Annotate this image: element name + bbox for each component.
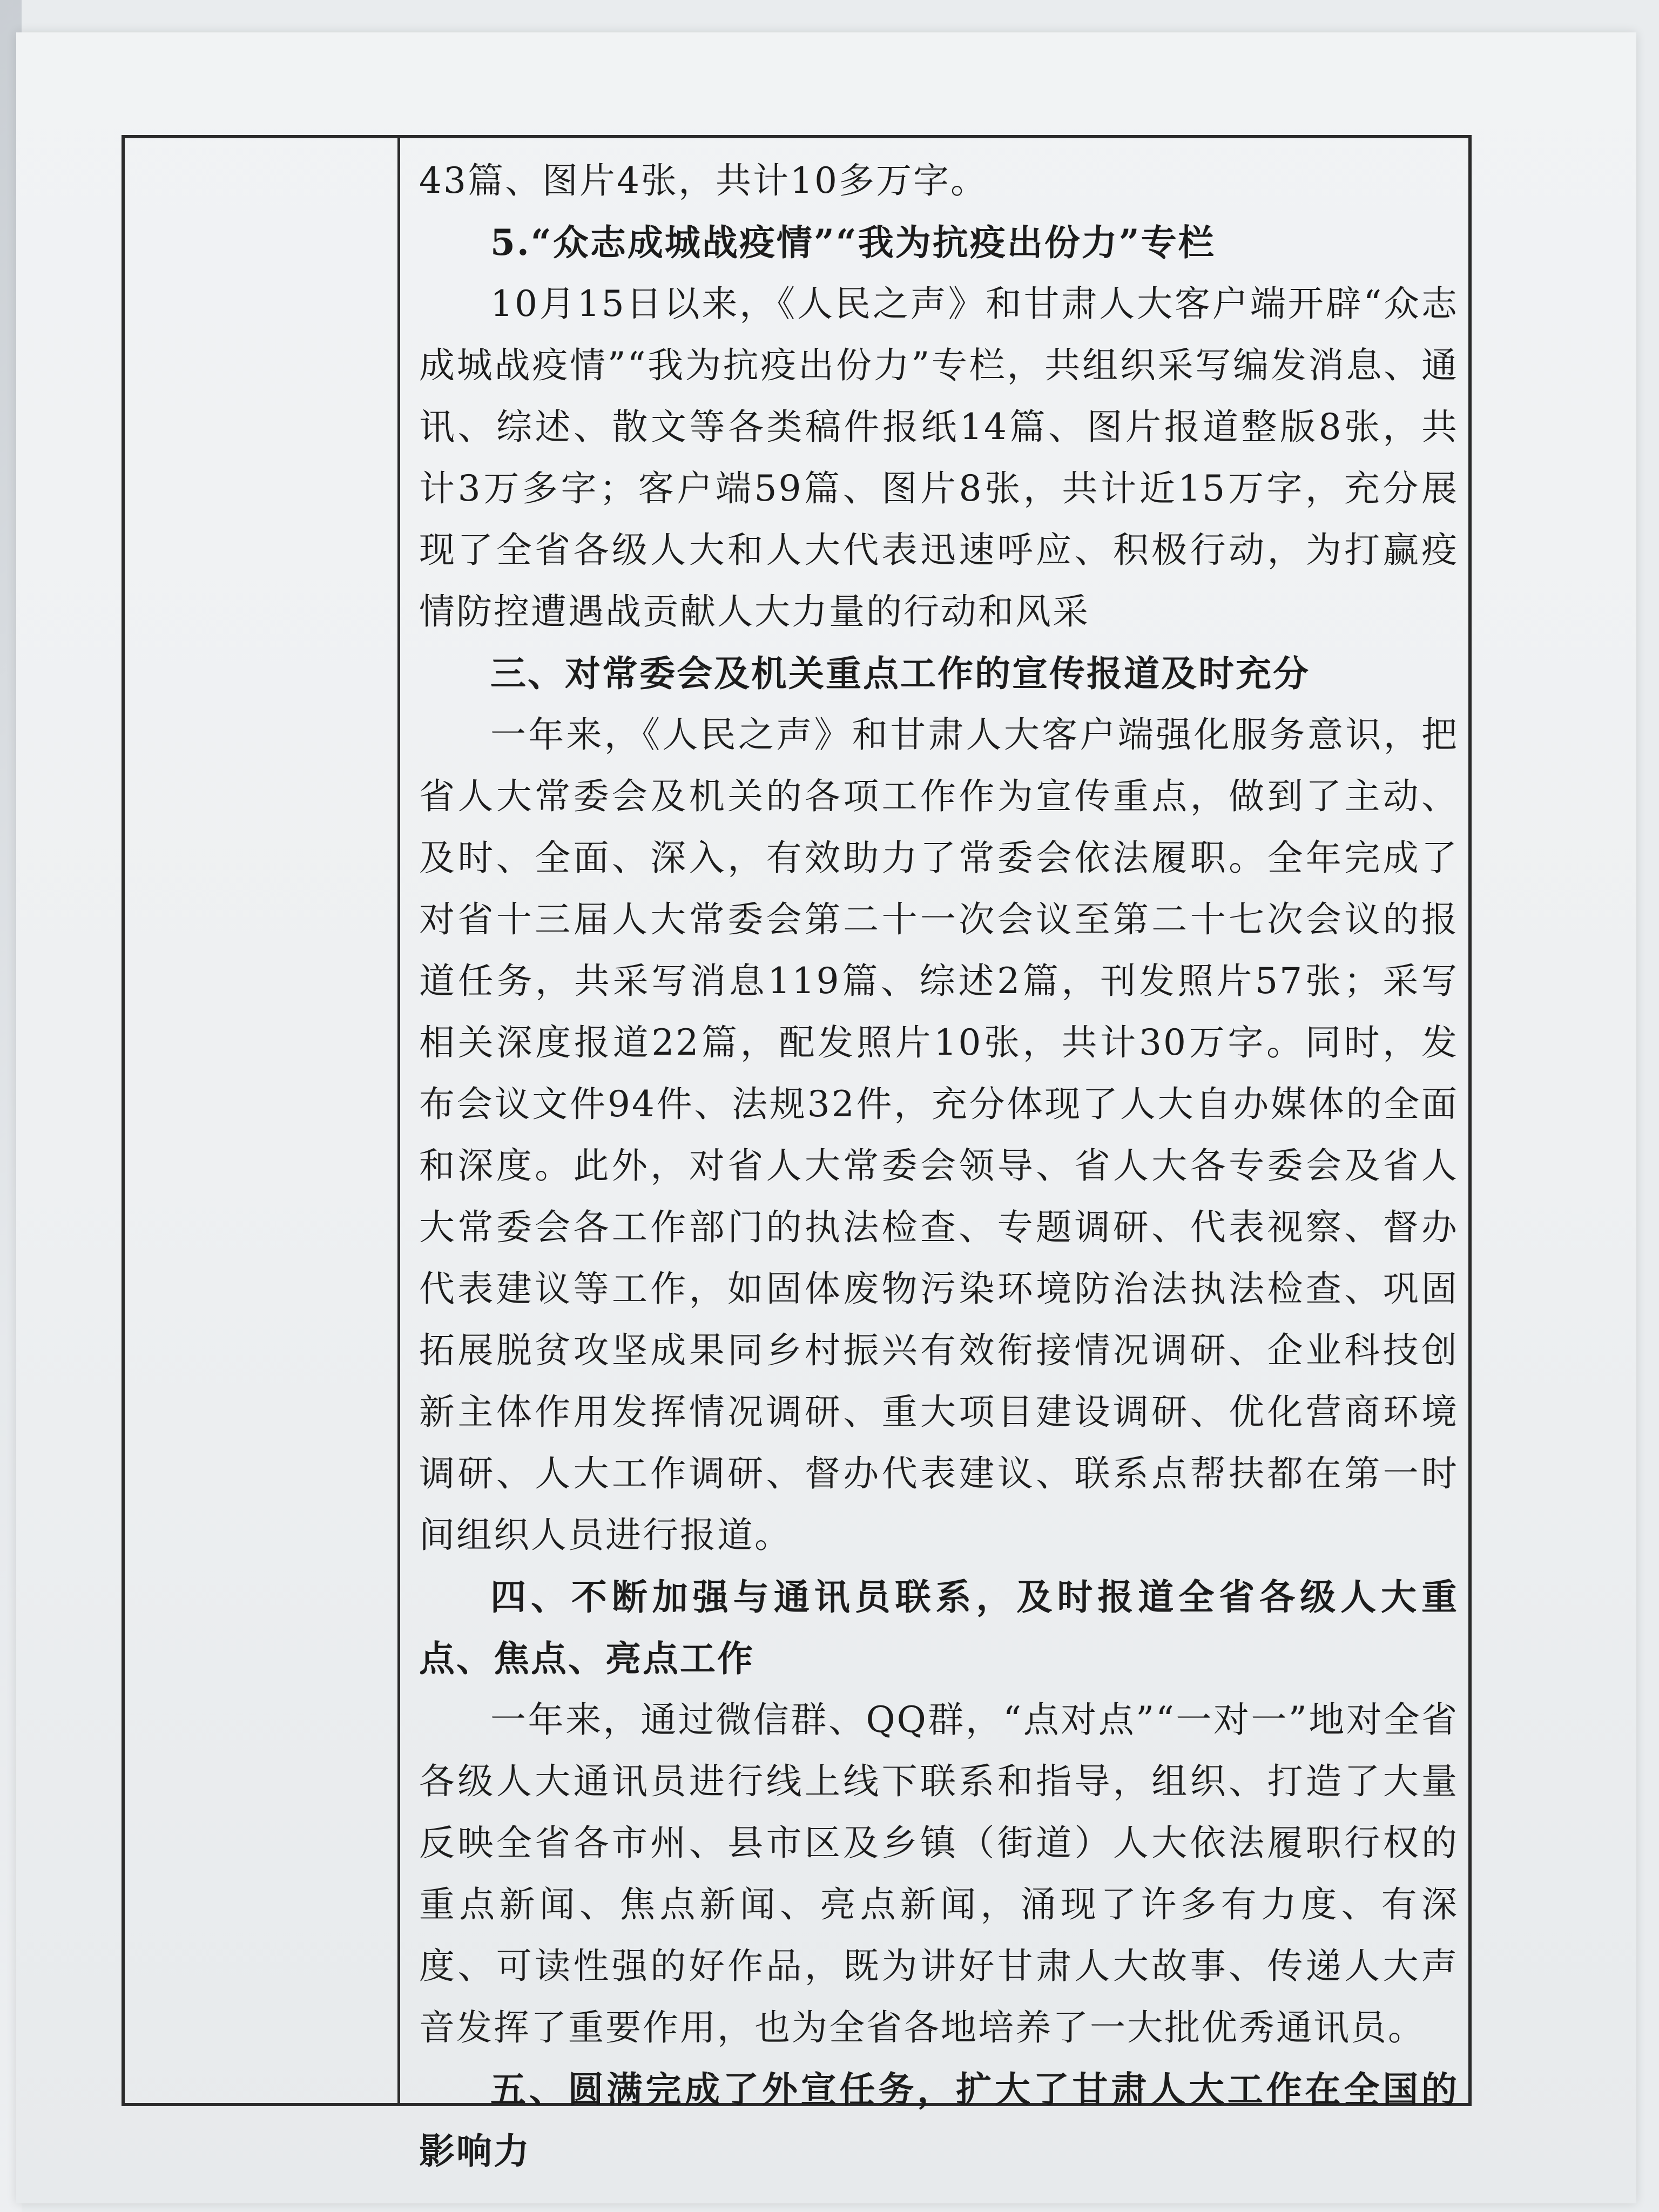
report-table <box>122 135 1472 2172</box>
heading-section-4: 四、不断加强与通讯员联系，及时报道全省各级人大重点、焦点、亮点工作 <box>419 1576 1459 1680</box>
heading-section-5: 五、圆满完成了外宣任务，扩大了甘肃人大工作在全国的影响力 <box>419 2068 1459 2172</box>
table-label-column <box>125 138 400 2103</box>
document-page <box>16 32 1636 2203</box>
paragraph-section-4: 一年来，通过微信群、QQ群，“点对点”“一对一”地对全省各级人大通讯员进行线上线下联系和指导，组织、打造了大量反映全省各市州、县市区及乡镇（街道）人大依法履职行权的重点新闻、焦点新闻、亮点新闻，涌现了许多有力度、有深度、可读性强的好作品，既为讲好甘肃人大故事、传递人大声音发挥了重要作用，也为全省各地培养了一大批优秀通讯员。 <box>419 1699 1459 2048</box>
heading-column-5: 5.“众志成城战疫情”“我为抗疫出份力”专栏 <box>490 221 1216 264</box>
heading-section-3: 三、对常委会及机关重点工作的宣传报道及时充分 <box>490 652 1310 694</box>
table-content-column <box>403 138 1475 2172</box>
paragraph-column-5: 10月15日以来，《人民之声》和甘肃人大客户端开辟“众志成城战疫情”“我为抗疫出份力”专栏，共组织采写编发消息、通讯、综述、散文等各类稿件报纸14篇、图片报道整版8张，共计3万多字；客户端59篇、图片8张，共计近15万字，充分展现了全省各级人大和人大代表迅速呼应、积极行动，为打赢疫情防控遭遇战贡献人大力量的行动和风采 <box>419 283 1459 632</box>
paragraph-section-3: 一年来，《人民之声》和甘肃人大客户端强化服务意识，把省人大常委会及机关的各项工作作为宣传重点，做到了主动、及时、全面、深入，有效助力了常委会依法履职。全年完成了对省十三届人大常委会第二十一次会议至第二十七次会议的报道任务，共采写消息119篇、综述2篇，刊发照片57张；采写相关深度报道22篇，配发照片10张，共计30万字。同时，发布会议文件94件、法规32件，充分体现了人大自办媒体的全面和深度。此外，对省人大常委会领导、省人大各专委会及省人大常委会各工作部门的执法检查、专题调研、代表视察、督办代表建议等工作，如固体废物污染环境防治法执法检查、巩固拓展脱贫攻坚成果同乡村振兴有效衔接情况调研、企业科技创新主体作用发挥情况调研、重大项目建设调研、优化营商环境调研、人大工作调研、督办代表建议、联系点帮扶都在第一时间组织人员进行报道。 <box>419 714 1459 1556</box>
paragraph-continued: 43篇、图片4张，共计10多万字。 <box>419 160 988 201</box>
